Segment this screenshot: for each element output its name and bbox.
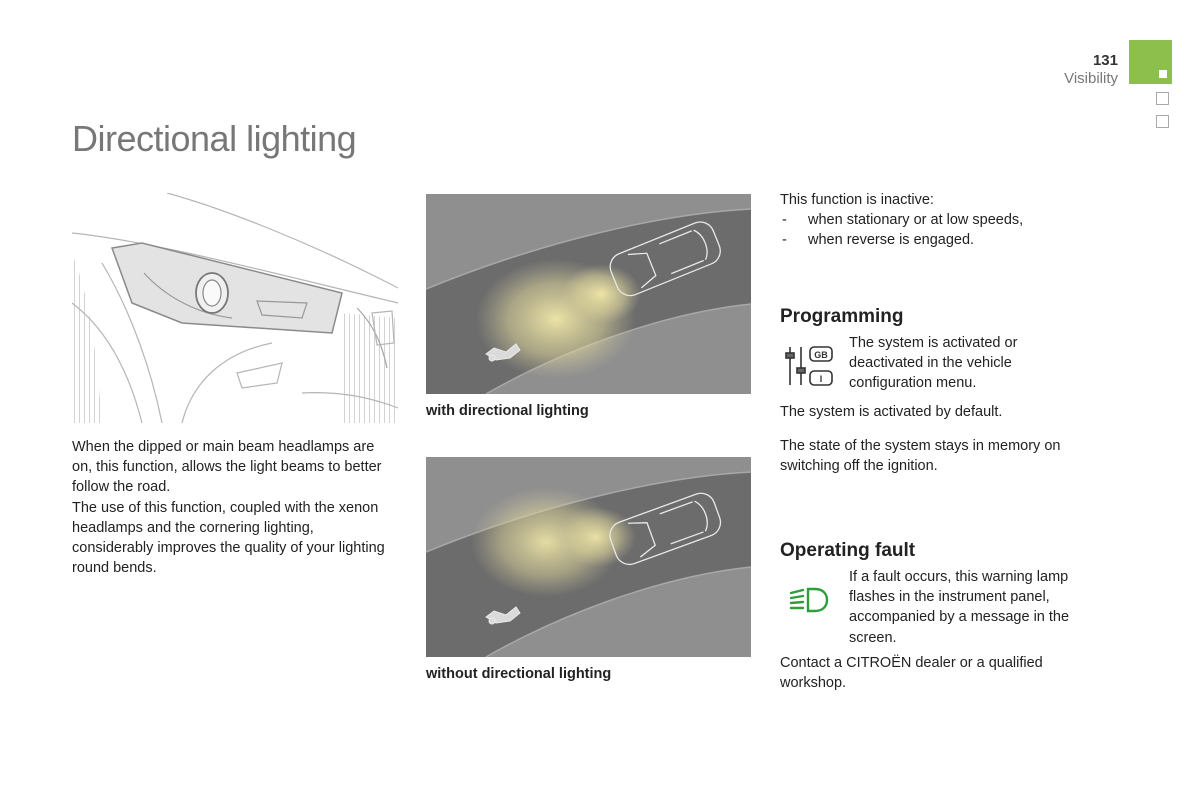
inactive-intro: This function is inactive: bbox=[780, 192, 934, 208]
operating-fault-heading: Operating fault bbox=[780, 540, 916, 561]
programming-memory-text: The state of the system stays in memory on switching off the ignition. bbox=[780, 438, 1061, 475]
page-title: Directional lighting bbox=[72, 118, 357, 159]
programming-default-text: The system is activated by default. bbox=[780, 404, 1003, 420]
inactive-list bbox=[780, 210, 1100, 250]
section-name: Visibility bbox=[1064, 70, 1118, 87]
intro-text bbox=[72, 437, 397, 578]
list-item bbox=[780, 230, 1100, 250]
programming-heading: Programming bbox=[780, 306, 904, 327]
icon-label-i: I bbox=[819, 374, 823, 384]
intro-paragraph: The use of this function, coupled with the xenon headlamps and the cornering lighting, considerably improves the quality of your lighting round bends. bbox=[72, 499, 385, 577]
figure-caption: with directional lighting bbox=[426, 403, 589, 419]
page-number: 131 bbox=[1092, 52, 1118, 69]
directional-lighting-warning-icon bbox=[788, 586, 830, 614]
headlamp-illustration bbox=[72, 193, 398, 423]
configuration-menu-icon bbox=[783, 344, 835, 388]
list-bullet: - bbox=[782, 232, 787, 249]
figure-without-directional-lighting bbox=[426, 457, 751, 657]
icon-label-gb: GB bbox=[814, 350, 828, 360]
intro-paragraph: When the dipped or main beam headlamps are on, this function, allows the light beams to better follow the road. bbox=[72, 439, 382, 496]
list-item-text: when reverse is engaged. bbox=[808, 232, 975, 249]
inactive-conditions bbox=[780, 190, 1100, 251]
figure-caption: without directional lighting bbox=[426, 666, 612, 682]
tab-marker-icon bbox=[1159, 70, 1167, 78]
figure-with-directional-lighting bbox=[426, 194, 751, 394]
fault-contact-text: Contact a CITROËN dealer or a qualified workshop. bbox=[780, 655, 1043, 692]
section-tab bbox=[1156, 92, 1169, 105]
section-tab-active bbox=[1129, 40, 1172, 84]
programming-text: The system is activated or deactivated in the vehicle configuration menu. bbox=[849, 335, 1018, 392]
list-item-text: when stationary or at low speeds, bbox=[808, 212, 1024, 229]
fault-text: If a fault occurs, this warning lamp flashes in the instrument panel, accompanied by a message in the screen. bbox=[849, 569, 1070, 646]
list-bullet: - bbox=[782, 212, 787, 229]
section-tab bbox=[1156, 115, 1169, 128]
list-item bbox=[780, 210, 1100, 230]
